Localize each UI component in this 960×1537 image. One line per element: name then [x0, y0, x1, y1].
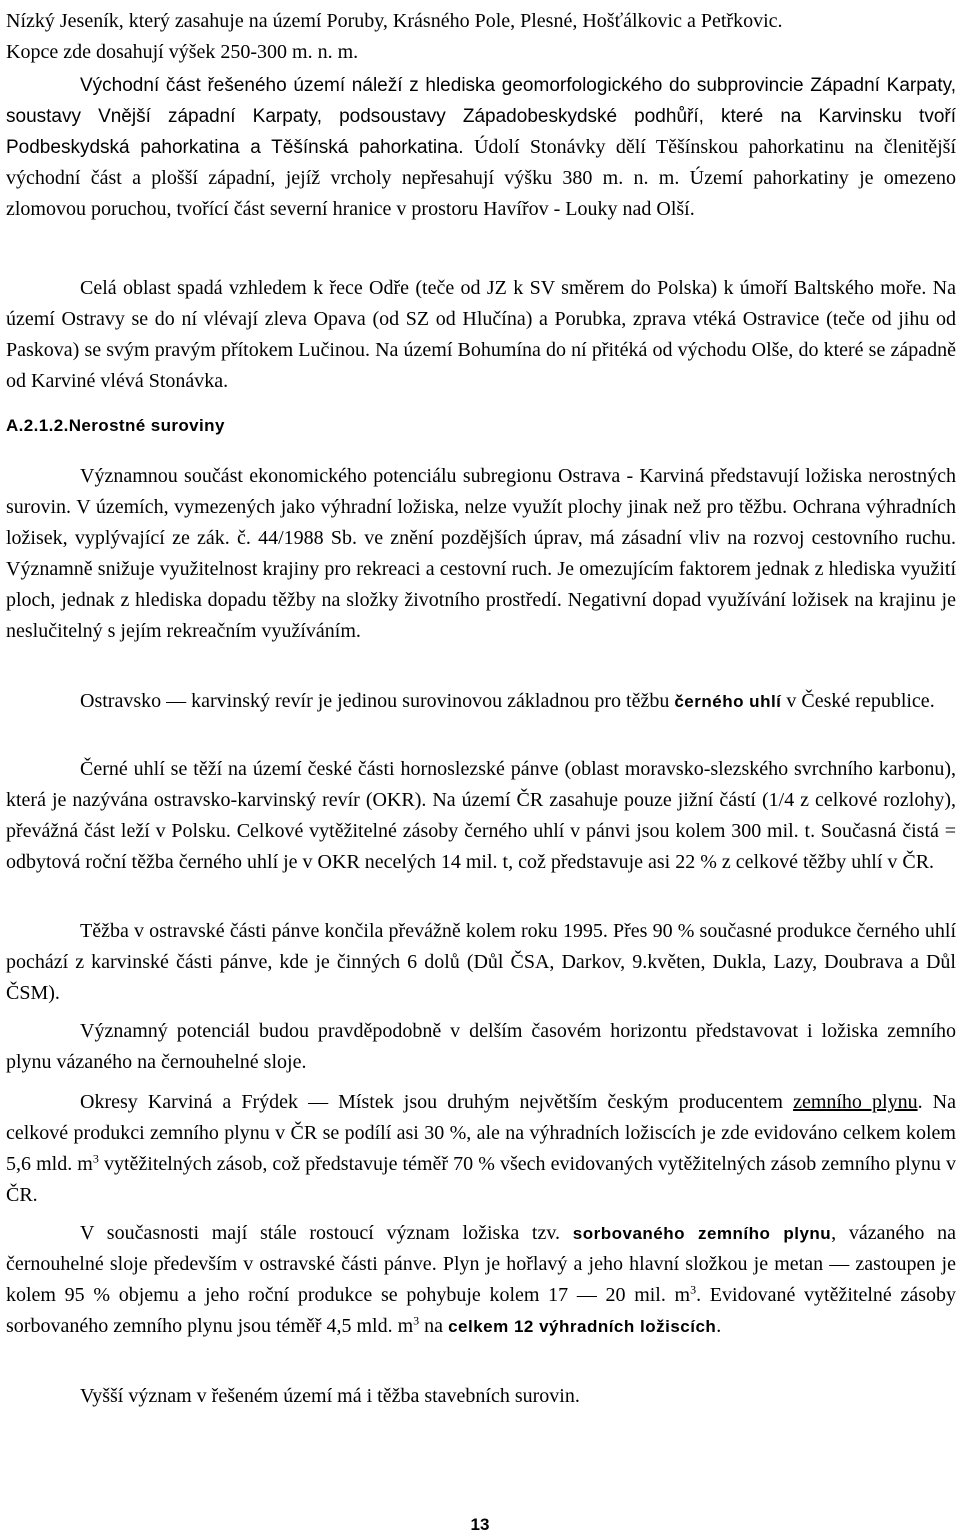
paragraph-geomorphology	[6, 70, 956, 225]
paragraph-jesenik-line2: Kopce zde dosahují výšek 250-300 m. n. m.	[6, 41, 359, 63]
paragraph-building-materials: Vyšší význam v řešeném území má i těžba stavebních surovin.	[80, 1385, 580, 1407]
page-number: 13	[470, 1515, 490, 1534]
paragraph-rivers: Celá oblast spadá vzhledem k řece Odře (teče od JZ k SV směrem do Polska) k úmoří Baltského moře. Na území Ostravy se do ní vlévají zleva Opava (od SZ od Hlučína) a Porubka, zprava vtéká Ostravice (teče od jihu od Paskova) se svým pravým přítokem Lučinou. Na území Bohumína do ní přitéká od východu Olše, do které se západně od Karviné vlévá Stonávka.	[6, 277, 956, 392]
superscript-3: 3	[92, 1151, 99, 1166]
paragraph-sorbed-gas-text4: na	[419, 1315, 449, 1337]
paragraph-jesenik-line1: Nízký Jeseník, který zasahuje na území Poruby, Krásného Pole, Plesné, Hošťálkovic a Petřkovic.	[6, 10, 783, 32]
paragraph-natural-gas-text: Okresy Karviná a Frýdek — Místek jsou druhým největším českým producentem	[80, 1091, 794, 1113]
bold-vyhradnich-loziscich: celkem 12 výhradních ložiscích	[448, 1317, 717, 1336]
paragraph-sorbed-gas-text: V současnosti mají stále rostoucí význam ložiska tzv.	[80, 1222, 573, 1244]
superscript-3: 3	[413, 1313, 420, 1328]
paragraph-natural-gas-text2: . Na celkové produkci zemního plynu v ČR se podílí asi 30 %, ale na výhradních ložiscích je zde evidováno celkem kolem 5,6 mld. m	[6, 1091, 956, 1175]
paragraph-sorbed-gas-end: .	[716, 1315, 722, 1337]
paragraph-natural-gas-end: vytěžitelných zásob, což představuje téměř 70 % všech evidovaných vytěžitelných zásob zemního plynu v ČR.	[6, 1153, 956, 1206]
paragraph-sorbed-gas-text2: , vázaného na černouhelné sloje především v ostravské části pánve. Plyn je hořlavý a jeho hlavní složkou je metan — zastoupen je kolem 95 % objemu a jeho roční produkce se pohybuje kolem 17 — 20 mil. m	[6, 1222, 956, 1306]
paragraph-sorbed-gas	[6, 1218, 956, 1342]
paragraph-coal-mining: Černé uhlí se těží na území české části hornoslezské pánve (oblast moravsko-slezského svrchního karbonu), která je nazývána ostravsko-karvinský revír (OKR). Na území ČR zasahuje pouze jižní částí (1/4 z celkové rozlohy), převážná část leží v Polsku. Celkové vytěžitelné zásoby černého uhlí v pánvi jsou kolem 300 mil. t. Současná čistá = odbytová roční těžba černého uhlí je v OKR necelých 14 mil. t, což představuje asi 22 % z celkové těžby uhlí v ČR.	[6, 758, 956, 873]
section-heading: A.2.1.2.Nerostné suroviny	[6, 416, 225, 435]
bold-sorbovaneho-plynu: sorbovaného zemního plynu	[572, 1224, 832, 1243]
paragraph-natural-gas	[6, 1087, 956, 1211]
bold-cerne-uhli: černého uhlí	[674, 692, 782, 711]
paragraph-mineral-resources: Významnou součást ekonomického potenciálu subregionu Ostrava - Karviná představují ložiska nerostných surovin. V územích, vymezených jako výhradní ložiska, nelze využít plochy jinak než pro těžbu. Ochrana výhradních ložisek, vyplývající ze zák. č. 44/1988 Sb. ve znění pozdějších úprav, má zásadní vliv na rozvoj cestovního ruchu. Významně snižuje využitelnost krajiny pro rekreaci a cestovní ruch. Je omezujícím faktorem jednak z hlediska využití ploch, jednak z hlediska dopadu těžby na složky životního prostředí. Negativní dopad využívání ložisek na krajinu je neslučitelný s jejím rekreačním využíváním.	[6, 465, 956, 642]
paragraph-mining-history: Těžba v ostravské části pánve končila převážně kolem roku 1995. Přes 90 % současné produkce černého uhlí pochází z karvinské části pánve, kde je činných 6 dolů (Důl ČSA, Darkov, 9.květen, Dukla, Lazy, Doubrava a Důl ČSM).	[6, 920, 956, 1004]
superscript-3: 3	[690, 1282, 697, 1297]
paragraph-coal-basin-end: v České republice.	[781, 690, 935, 712]
paragraph-geomorphology-sans: Východní část řešeného území náleží z hlediska geomorfologického do subprovincie Západní Karpaty, soustavy Vnější západní Karpaty, podsoustavy Západobeskydské podhůří, které na Karvinsku tvoří Podbeskydská pahorkatina a Těšínská pahorkatina.	[6, 75, 956, 158]
paragraph-gas-potential: Významný potenciál budou pravděpodobně v delším časovém horizontu představovat i ložiska zemního plynu vázaného na černouhelné sloje.	[6, 1020, 956, 1073]
paragraph-coal-basin	[6, 686, 956, 717]
paragraph-jesenik	[6, 6, 956, 68]
paragraph-coal-basin-text: Ostravsko — karvinský revír je jedinou surovinovou základnou pro těžbu	[80, 690, 675, 712]
paragraph-sorbed-gas-text3: . Evidované vytěžitelné zásoby sorbovaného zemního plynu jsou téměř 4,5 mld. m	[6, 1284, 956, 1337]
paragraph-geomorphology-serif: Údolí Stonávky dělí Těšínskou pahorkatinu na členitější východní část a plošší západní, jejíž vrcholy nepřesahují výšku 380 m. n. m. Území pahorkatiny je omezeno zlomovou poruchou, tvořící část severní hranice v prostoru Havířov - Louky nad Olší.	[6, 136, 956, 220]
underlined-zemniho-plynu: zemního plynu	[793, 1091, 918, 1113]
